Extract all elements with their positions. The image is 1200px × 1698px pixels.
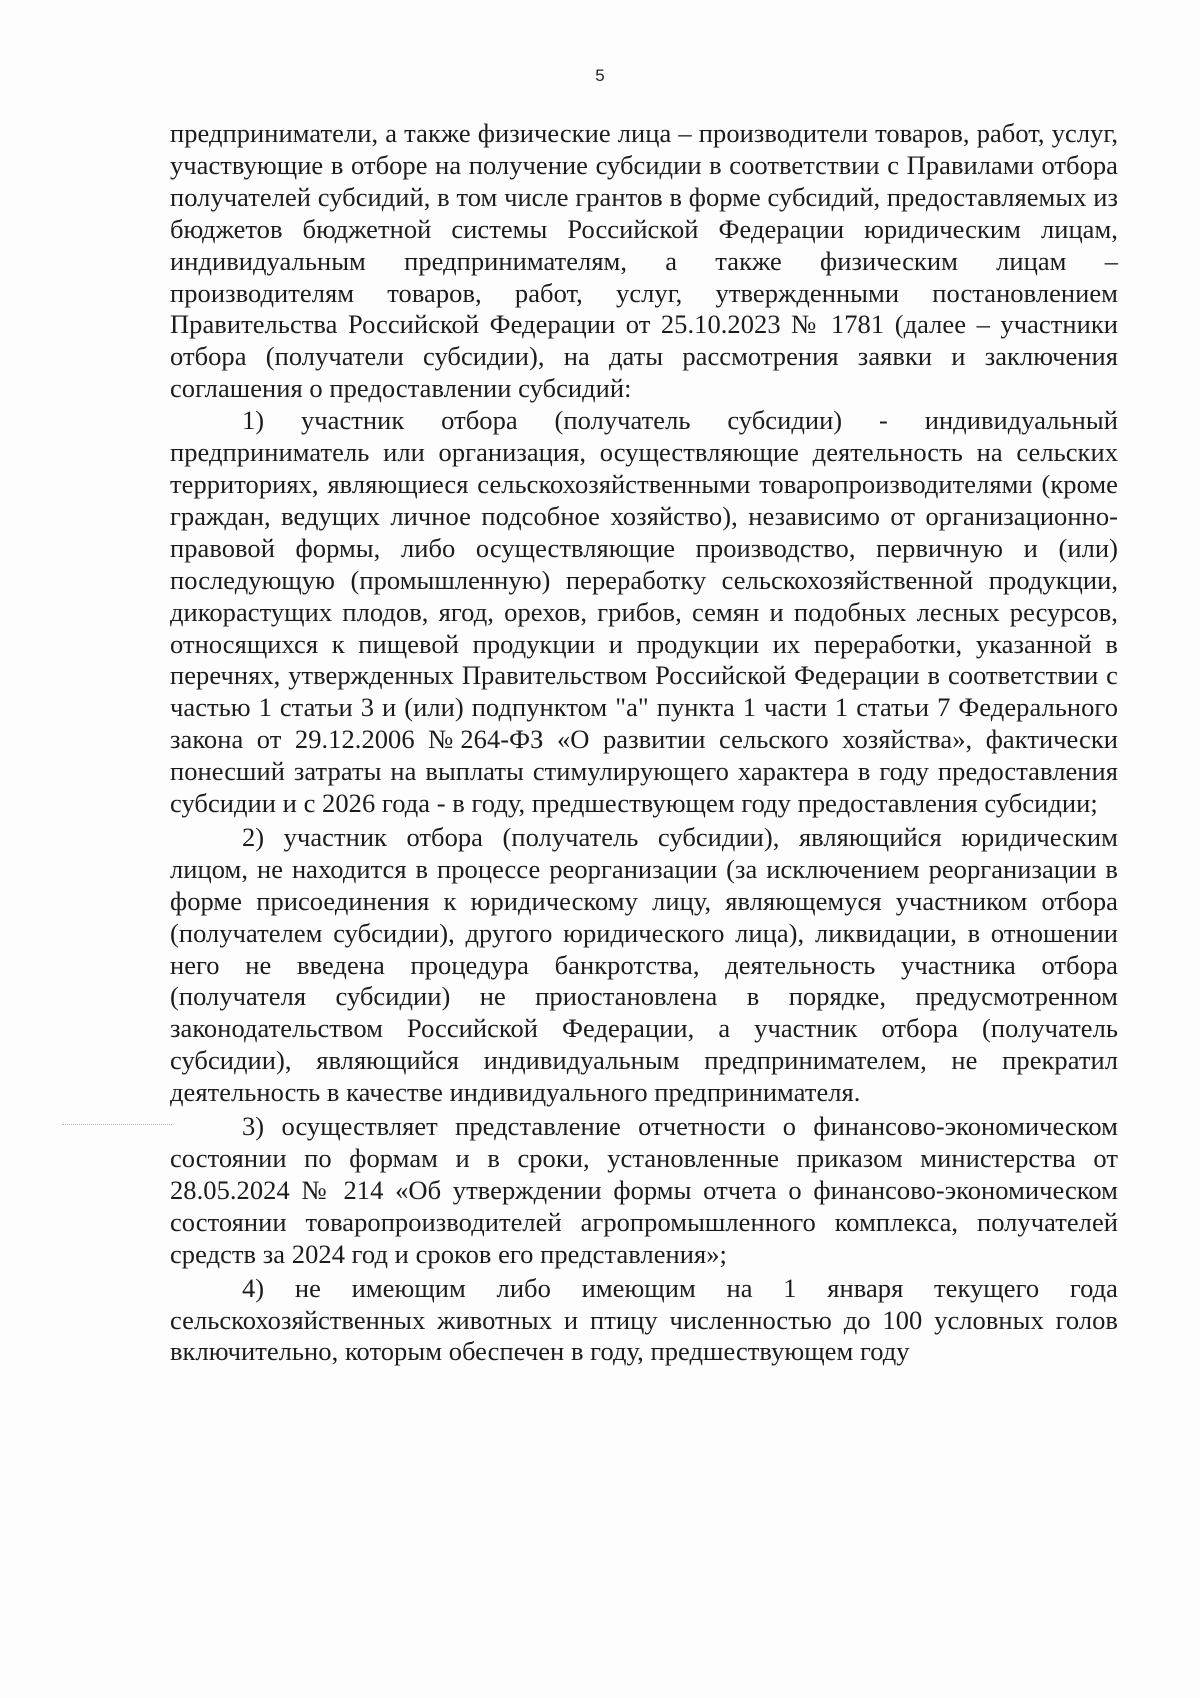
paragraph-item-2: 2) участник отбора (получатель субсидии), являющийся юридическим лицом, не находится в процессе реорганизации (за исключением реорганизации в форме присоединения к юридическому лицу, являющемуся участником отбора (получателем субсидии), другого юридического лица), ликвидации, в отношении него не введена процедура банкротства, деятельность участника отбора (получателя субсидии) не приостановлена в порядке, предусмотренном законодательством Российской Федерации, а участник отбора (получатель субсидии), являющийся индивидуальным предпринимателем, не прекратил деятельность в качестве индивидуального предпринимателя. — [170, 821, 1118, 1108]
paragraph-item-3: 3) осуществляет представление отчетности о финансово-экономическом состоянии по формам и в сроки, установленные приказом министерства от 28.05.2024 № 214 «Об утверждении формы отчета о финансово-экономическом состоянии товаропроизводителей агропромышленного комплекса, получателей средств за 2024 год и сроков его представления»; — [170, 1111, 1118, 1269]
paragraph-item-4: 4) не имеющим либо имеющим на 1 января текущего года сельскохозяйственных животных и птицу численностью до 100 условных голов включительно, которым обеспечен в году, предшествующем году — [170, 1272, 1118, 1367]
document-body — [170, 118, 1118, 1368]
page-number: 5 — [595, 66, 605, 85]
scan-artifact-line — [62, 1124, 172, 1125]
paragraph-continuation: предприниматели, а также физические лица – производители товаров, работ, услуг, участвующие в отборе на получение субсидии в соответствии с Правилами отбора получателей субсидий, в том числе грантов в форме субсидий, предоставляемых из бюджетов бюджетной системы Российской Федерации юридическим лицам, индивидуальным предпринимателям, а также физическим лицам – производителям товаров, работ, услуг, утвержденными постановлением Правительства Российской Федерации от 25.10.2023 № 1781 (далее – участники отбора (получатели субсидии), на даты рассмотрения заявки и заключения соглашения о предоставлении субсидий: — [170, 118, 1118, 404]
paragraph-item-1: 1) участник отбора (получатель субсидии) - индивидуальный предприниматель или организация, осуществляющие деятельность на сельских территориях, являющиеся сельскохозяйственными товаропроизводителями (кроме граждан, ведущих личное подсобное хозяйство), независимо от организационно-правовой формы, либо осуществляющие производство, первичную и (или) последующую (промышленную) переработку сельскохозяйственной продукции, дикорастущих плодов, ягод, орехов, грибов, семян и подобных лесных ресурсов, относящихся к пищевой продукции и продукции их переработки, указанной в перечнях, утвержденных Правительством Российской Федерации в соответствии с частью 1 статьи 3 и (или) подпунктом "а" пункта 1 части 1 статьи 7 Федерального закона от 29.12.2006 №264-ФЗ «О развитии сельского хозяйства», фактически понесший затраты на выплаты стимулирующего характера в году предоставления субсидии и с 2026 года - в году, предшествующем году предоставления субсидии; — [170, 405, 1118, 819]
